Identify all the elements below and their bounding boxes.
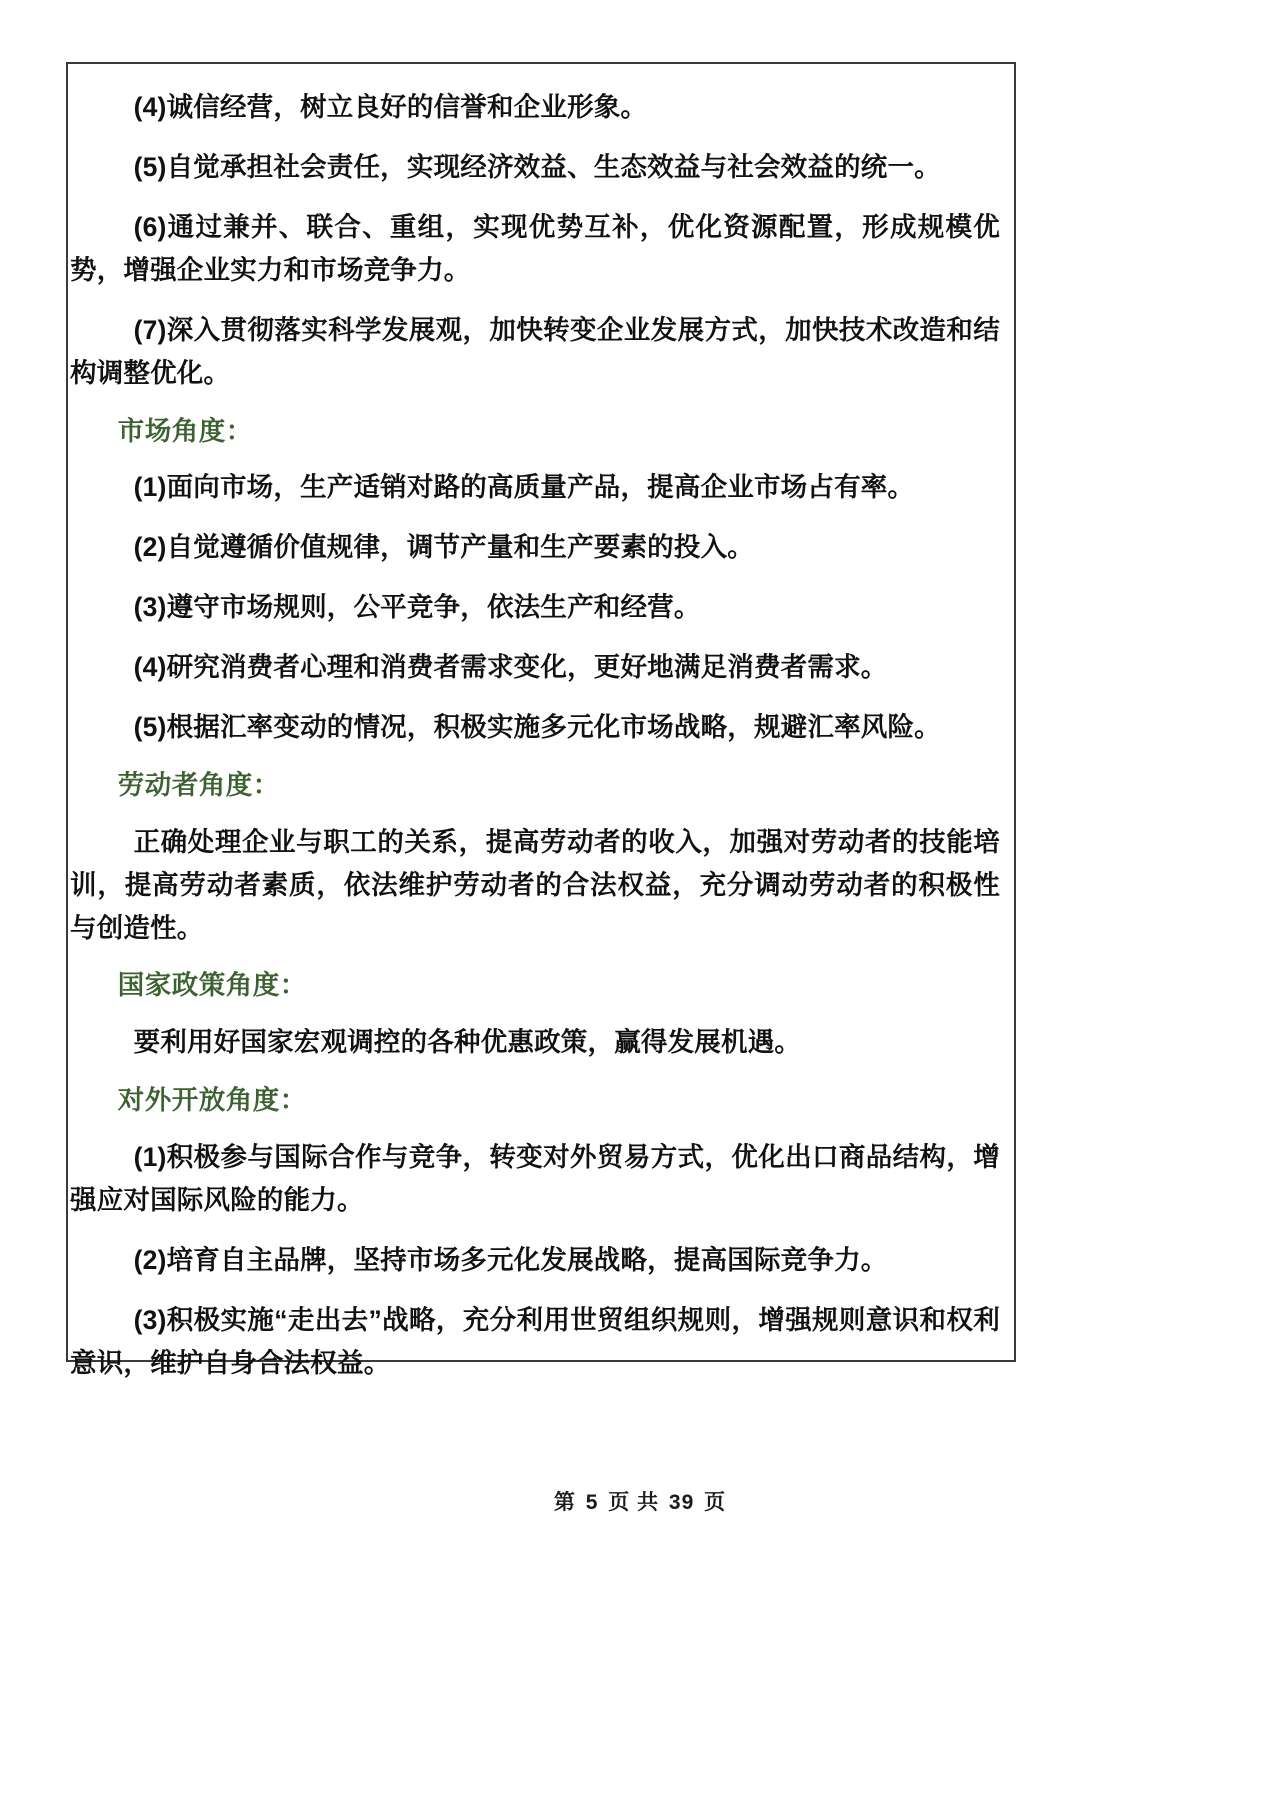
heading-market-perspective: 市场角度： — [117, 415, 253, 446]
document-text-body — [70, 86, 1000, 1385]
item-4: (4)诚信经营，树立良好的信誉和企业形象。 — [133, 92, 648, 122]
footer-suffix: 页 — [704, 1491, 727, 1514]
heading-worker-perspective: 劳动者角度： — [117, 769, 280, 800]
footer-middle: 页 共 — [608, 1491, 660, 1514]
footer-prefix: 第 — [553, 1491, 576, 1514]
item-5: (5)自觉承担社会责任，实现经济效益、生态效益与社会效益的统一。 — [133, 151, 941, 182]
worker-paragraph: 正确处理企业与职工的关系，提高劳动者的收入，加强对劳动者的技能培训，提高劳动者素质，依法维护劳动者的合法权益，充分调动劳动者的积极性与创造性。 — [70, 826, 1000, 943]
market-item-3: (3)遵守市场规则，公平竞争，依法生产和经营。 — [133, 592, 701, 623]
heading-national-policy-perspective: 国家政策角度： — [117, 970, 307, 1001]
item-6: (6)通过兼并、联合、重组，实现优势互补，优化资源配置，形成规模优势，增强企业实力和市场竞争力。 — [70, 211, 1000, 285]
opening-item-3: (3)积极实施“走出去”战略，充分利用世贸组织规则，增强规则意识和权利意识，维护自身合法权益。 — [70, 1304, 1000, 1378]
market-item-1: (1)面向市场，生产适销对路的高质量产品，提高企业市场占有率。 — [133, 472, 915, 503]
market-item-2: (2)自觉遵循价值规律，调节产量和生产要素的投入。 — [133, 532, 754, 563]
opening-item-2: (2)培育自主品牌，坚持市场多元化发展战略，提高国际竞争力。 — [133, 1244, 888, 1275]
market-item-5: (5)根据汇率变动的情况，积极实施多元化市场战略，规避汇率风险。 — [133, 711, 941, 742]
footer-total-pages: 39 — [668, 1491, 695, 1514]
opening-item-1: (1)积极参与国际合作与竞争，转变对外贸易方式，优化出口商品结构，增强应对国际风险的能力。 — [70, 1141, 1000, 1215]
item-7: (7)深入贯彻落实科学发展观，加快转变企业发展方式，加快技术改造和结构调整优化。 — [70, 314, 1000, 388]
footer-current-page: 5 — [585, 1491, 599, 1514]
page-footer — [0, 1486, 1280, 1516]
heading-opening-up-perspective: 对外开放角度： — [117, 1085, 307, 1116]
national-policy-paragraph: 要利用好国家宏观调控的各种优惠政策，赢得发展机遇。 — [133, 1027, 802, 1058]
market-item-4: (4)研究消费者心理和消费者需求变化，更好地满足消费者需求。 — [133, 652, 888, 683]
document-content-frame — [66, 62, 1016, 1378]
